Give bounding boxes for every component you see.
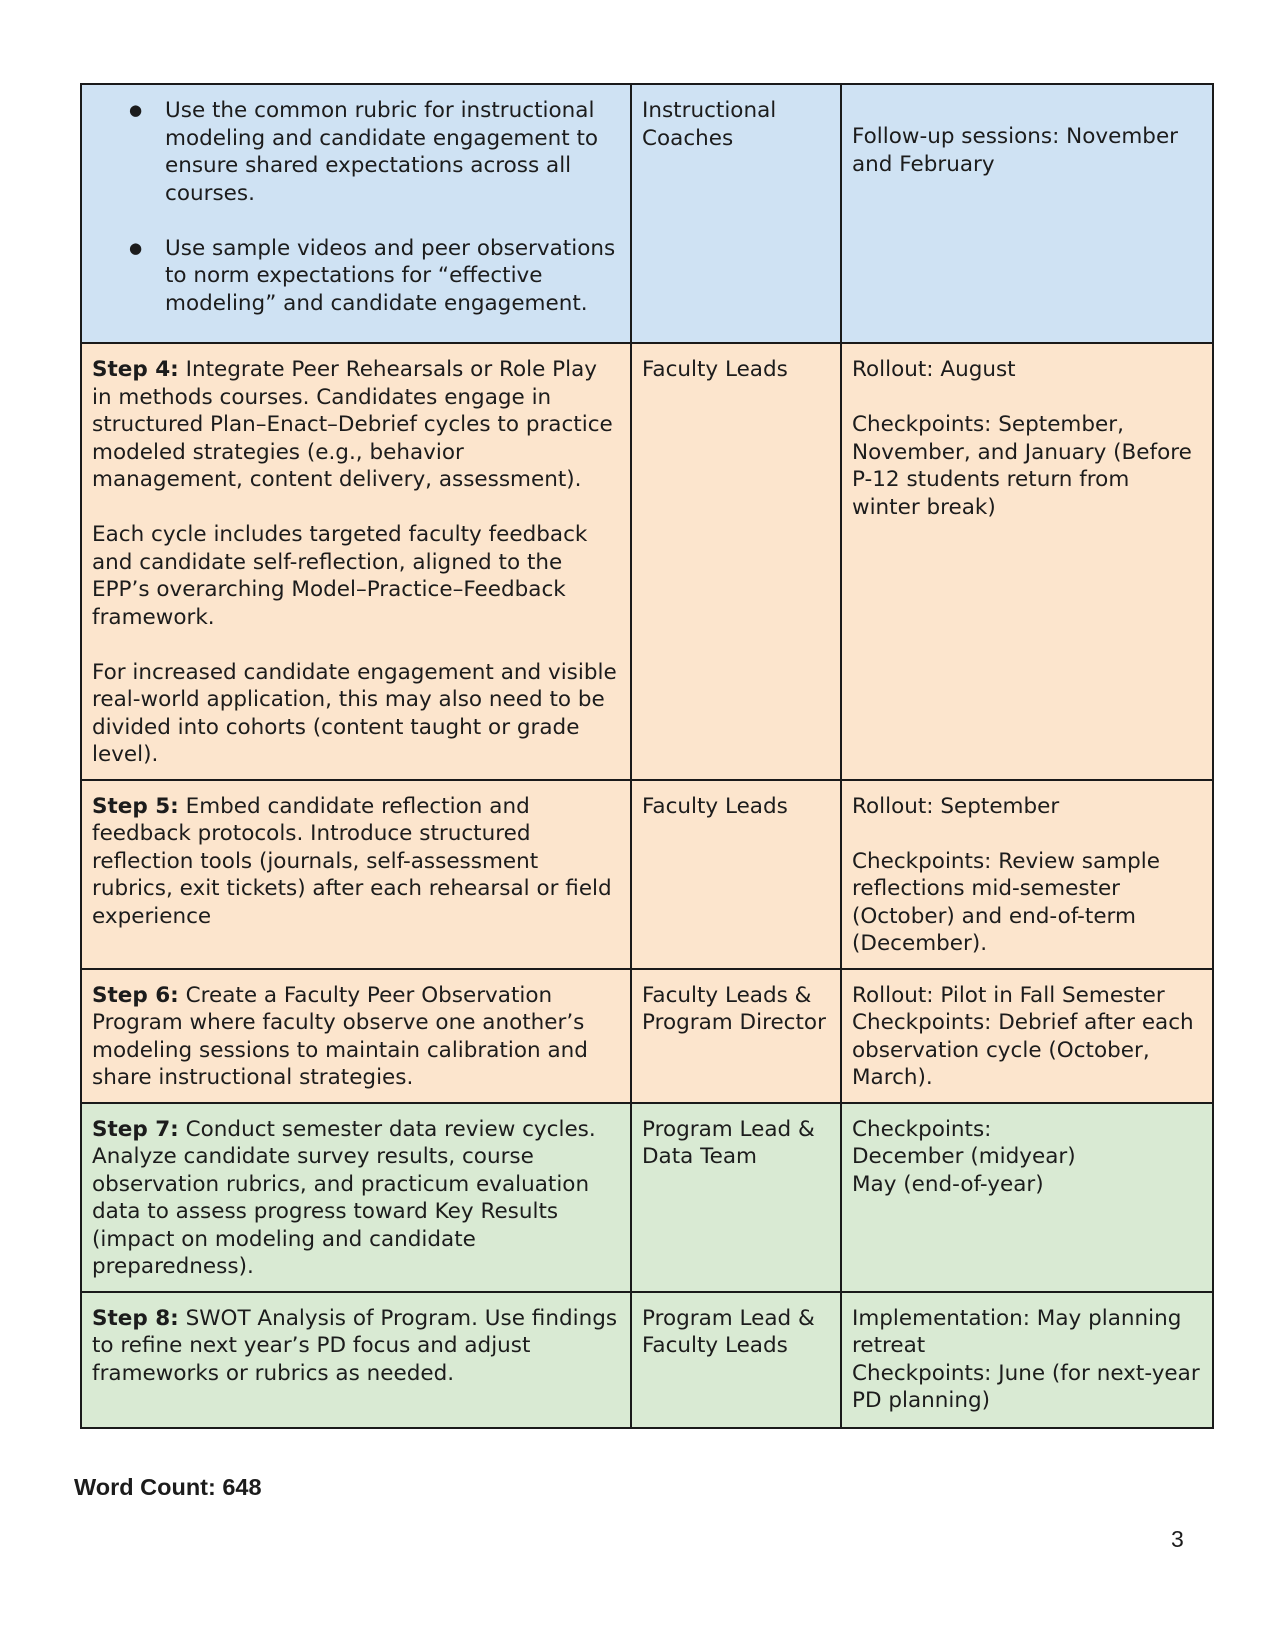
action-plan-table	[80, 83, 1214, 1429]
timeline-text: Rollout: Pilot in Fall Semester	[852, 982, 1165, 1008]
table-row	[81, 1103, 1213, 1292]
timeline-text: Rollout: August	[852, 357, 1016, 382]
responsible-text: Faculty Leads	[642, 793, 788, 819]
timeline-cell	[841, 1103, 1213, 1292]
step-label: Step 6:	[92, 982, 179, 1008]
timeline-text: Checkpoints:	[852, 1116, 992, 1142]
timeline-text: Rollout: September	[852, 793, 1060, 819]
timeline-text: Checkpoints: Review sample reflections mid-semester (October) and end-of-term (December).	[852, 848, 1160, 956]
step-label: Step 8:	[92, 1305, 179, 1331]
step-paragraph	[92, 1116, 620, 1281]
action-cell	[81, 84, 631, 343]
responsible-cell	[631, 780, 841, 969]
step-paragraph	[92, 982, 620, 1092]
table-row	[81, 84, 1213, 343]
timeline-text: May (end-of-year)	[852, 1171, 1044, 1197]
timeline-text: Implementation: May planning retreat	[852, 1305, 1182, 1358]
bullet-list	[92, 97, 620, 317]
responsible-text: Program Lead & Faculty Leads	[642, 1305, 815, 1358]
responsible-text: Faculty Leads	[642, 357, 788, 382]
table-row	[81, 969, 1213, 1103]
timeline-text: Follow-up sessions: November and February	[852, 124, 1179, 177]
timeline-text: Checkpoints: Debrief after each observation cycle (October, March).	[852, 1010, 1194, 1090]
step-text: Embed candidate reflection and feedback protocols. Introduce structured reflection tools (journals, self-assessment rubrics, exit tickets) after each rehearsal or field experience	[92, 793, 612, 929]
word-count: Word Count: 648	[74, 1474, 262, 1500]
responsible-text: Program Lead & Data Team	[642, 1116, 815, 1169]
responsible-cell	[631, 969, 841, 1103]
timeline-text: Checkpoints: June (for next-year PD planning)	[852, 1360, 1200, 1413]
action-cell	[81, 1103, 631, 1292]
step-paragraph	[92, 356, 620, 494]
step-text: Integrate Peer Rehearsals or Role Play in methods courses. Candidates engage in structured Plan–Enact–Debrief cycles to practice modeled strategies (e.g., behavior management, content delivery, assessment).	[92, 357, 613, 492]
step-label: Step 7:	[92, 1116, 179, 1142]
page-number: 3	[1171, 1526, 1184, 1552]
table-row	[81, 780, 1213, 969]
timeline-cell	[841, 969, 1213, 1103]
action-cell	[81, 969, 631, 1103]
bullet-item: ● Use sample videos and peer observations to norm expectations for “effective modeling” and candidate engagement.	[165, 235, 620, 318]
timeline-cell	[841, 1292, 1213, 1428]
responsible-text: Instructional Coaches	[642, 98, 777, 151]
step-paragraph	[92, 793, 620, 931]
table-row	[81, 1292, 1213, 1428]
responsible-cell	[631, 84, 841, 343]
step-text: Conduct semester data review cycles. Analyze candidate survey results, course observation rubrics, and practicum evaluation data to assess progress toward Key Results (impact on modeling and candidate preparedness).	[92, 1116, 596, 1279]
step-label: Step 5:	[92, 793, 179, 819]
timeline-cell	[841, 780, 1213, 969]
responsible-cell	[631, 1103, 841, 1292]
step-paragraph	[92, 1305, 620, 1388]
action-cell	[81, 1292, 631, 1428]
timeline-text: Checkpoints: September, November, and January (Before P-12 students return from winter break)	[852, 412, 1192, 520]
timeline-text: December (midyear)	[852, 1144, 1076, 1169]
responsible-cell	[631, 343, 841, 780]
step-paragraph: For increased candidate engagement and visible real-world application, this may also need to be divided into cohorts (content taught or grade level).	[92, 659, 617, 767]
step-text: Create a Faculty Peer Observation Program where faculty observe one another’s modeling sessions to maintain calibration and share instructional strategies.	[92, 982, 588, 1090]
responsible-text: Faculty Leads & Program Director	[642, 982, 826, 1035]
step-paragraph: Each cycle includes targeted faculty feedback and candidate self-reflection, aligned to the EPP’s overarching Model–Practice–Feedback framework.	[92, 522, 588, 630]
step-label: Step 4:	[92, 357, 179, 382]
action-cell	[81, 343, 631, 780]
timeline-cell	[841, 84, 1213, 343]
table-row	[81, 343, 1213, 780]
responsible-cell	[631, 1292, 841, 1428]
action-cell	[81, 780, 631, 969]
step-text: SWOT Analysis of Program. Use findings to refine next year’s PD focus and adjust frameworks or rubrics as needed.	[92, 1305, 618, 1386]
bullet-item: ● Use the common rubric for instructional modeling and candidate engagement to ensure shared expectations across all courses.	[165, 97, 620, 207]
timeline-cell	[841, 343, 1213, 780]
